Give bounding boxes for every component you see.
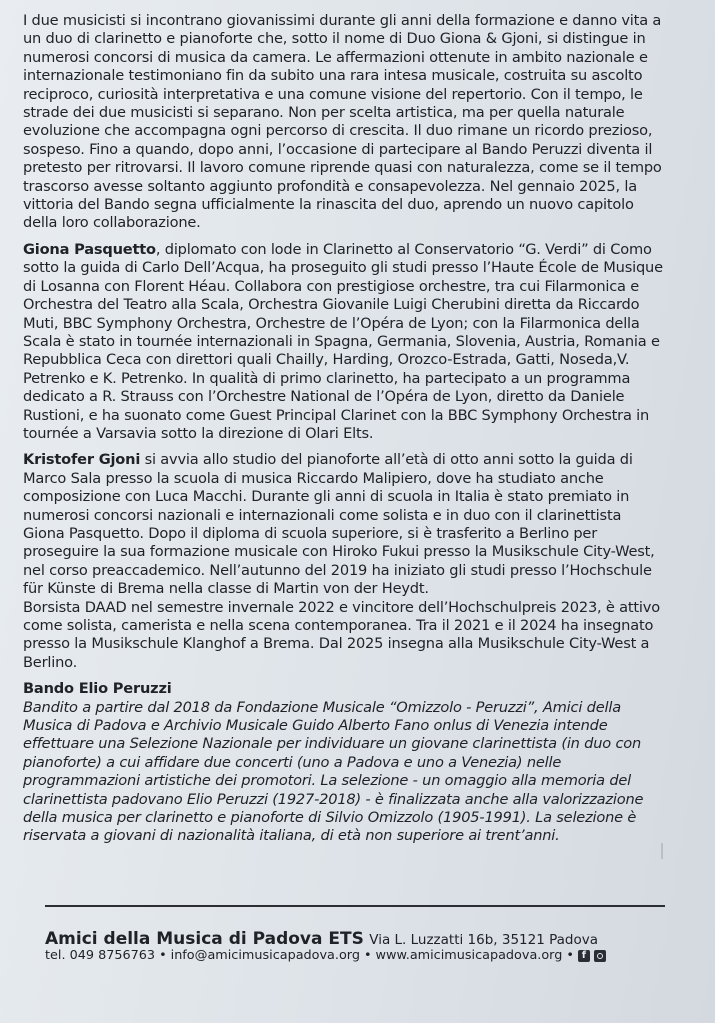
footer-organization: [45, 929, 665, 950]
bio-kristofer-paragraph-2: Borsista DAAD nel semestre invernale 2022 e vincitore dell’Hochschulpreis 2023, è attivo come solista, camerista e nella scena contemporanea. Tra il 2021 e il 2024 ha insegnato presso la Musikschule Klanghof a Brema. Dal 2025 insegna alla Musikschule City-West a Berlino.: [23, 598, 660, 671]
bio-kristofer-text: si avvia allo studio del pianoforte all’età di otto anni sotto la guida di Marco Sala presso la scuola di musica Riccardo Malipiero, dove ha studiato anche composizione con Luca Macchi. Durante gli anni di scuola in Italia è stato premiato in numerosi concorsi nazionali e internazionali come solista e in duo con il clarinettista Giona Pasquetto. Dopo il diploma di scuola superiore, si è trasferito a Berlino per proseguire la sua formazione musicale con Hiroko Fukui presso la Musikschule City-West, nel corso preaccademico. Nell’autunno del 2019 ha iniziato gli studi presso l’Hochschule für Künste di Brema nella classe di Martin von der Heydt.: [23, 451, 655, 598]
bio-giona-name: Giona Pasquetto: [23, 240, 156, 258]
bio-kristofer-name: Kristofer Gjoni: [23, 451, 141, 469]
footer-address: Via L. Luzzatti 16b, 35121 Padova: [369, 932, 599, 948]
bio-kristofer-paragraph: [23, 451, 663, 598]
footer-phone: tel. 049 8756763: [45, 948, 156, 963]
bando-text: Bandito a partire dal 2018 da Fondazione Musicale “Omizzolo - Peruzzi”, Amici della Musica di Padova e Archivio Musicale Guido Alberto Fano onlus di Venezia intende effettuare una Selezione Nazionale per individuare un giovane clarinettista (in duo con pianoforte) a cui affidare due concerti (uno a Padova e uno a Venezia) nelle programmazioni artistiche dei promotori. La selezione - un omaggio alla memoria del clarinettista padovano Elio Peruzzi (1927-2018) - è finalizzata anche alla valorizzazione della musica per clarinetto e pianoforte di Silvio Omizzolo (1905-1991). La selezione è riservata a giovani di nazionalità italiana, di età non superiore ai trent’anni.: [23, 698, 644, 845]
footer-divider: [45, 905, 665, 907]
footer-separator: •: [363, 948, 372, 963]
bando-title: Bando Elio Peruzzi: [23, 680, 172, 698]
footer-contacts: [45, 948, 665, 964]
footer-org-name: Amici della Musica di Padova ETS: [45, 929, 364, 949]
bio-giona-paragraph: [23, 241, 663, 443]
footer-email[interactable]: info@amicimusicapadova.org: [170, 948, 360, 963]
instagram-icon[interactable]: [594, 950, 606, 962]
facebook-icon[interactable]: f: [578, 950, 590, 962]
footer-separator: •: [566, 948, 574, 963]
footer-separator: •: [159, 948, 167, 963]
intro-paragraph: I due musicisti si incontrano giovanissimi durante gli anni della formazione e danno vita a un duo di clarinetto e pianoforte che, sotto il nome di Duo Giona & Gjoni, si distingue in numerosi concorsi di musica da camera. Le affermazioni ottenute in ambito nazionale e internazionale testimoniano fin da subito una rara intesa musicale, costruita su ascolto reciproco, curiosità interpretativa e una comune visione del repertorio. Con il tempo, le strade dei due musicisti si separano. Non per scelta artistica, ma per quella naturale evoluzione che accompagna ogni percorso di crescita. Il duo rimane un ricordo prezioso, sospeso. Fino a quando, dopo anni, l’occasione di partecipare al Bando Peruzzi diventa il pretesto per ritrovarsi. Il lavoro comune riprende quasi con naturalezza, come se il tempo trascorso avesse soltanto aggiunto profondità e consapevolezza. Nel gennaio 2025, la vittoria del Bando segna ufficialmente la rinascita del duo, aprendo un nuovo capitolo della loro collaborazione.: [23, 12, 662, 232]
bio-giona-text: , diplomato con lode in Clarinetto al Conservatorio “G. Verdi” di Como sotto la guida di Carlo Dell’Acqua, ha proseguito gli studi presso l’Haute École de Musique di Losanna con Florent Héau. Collabora con prestigiose orchestre, tra cui Filarmonica e Orchestra del Teatro alla Scala, Orchestra Giovanile Luigi Cherubini diretta da Riccardo Muti, BBC Symphony Orchestra, Orchestre de l’Opéra de Lyon; con la Filarmonica della Scala è stato in tournée internazionali in Spagna, Germania, Slovenia, Austria, Romania e Repubblica Ceca con direttori quali Chailly, Harding, Orozco-Estrada, Gatti, Noseda,V. Petrenko e K. Petrenko. In qualità di primo clarinetto, ha partecipato a un programma dedicato a R. Strauss con l’Orchestre National de l’Opéra de Lyon, diretto da Daniele Rustioni, e ha suonato come Guest Principal Clarinet con la BBC Symphony Orchestra in tournée a Varsavia sotto la direzione di Olari Elts.: [23, 240, 663, 442]
footer-website[interactable]: www.amicimusicapadova.org: [375, 948, 563, 963]
pen-mark: [661, 843, 663, 859]
document-body: [23, 12, 663, 846]
